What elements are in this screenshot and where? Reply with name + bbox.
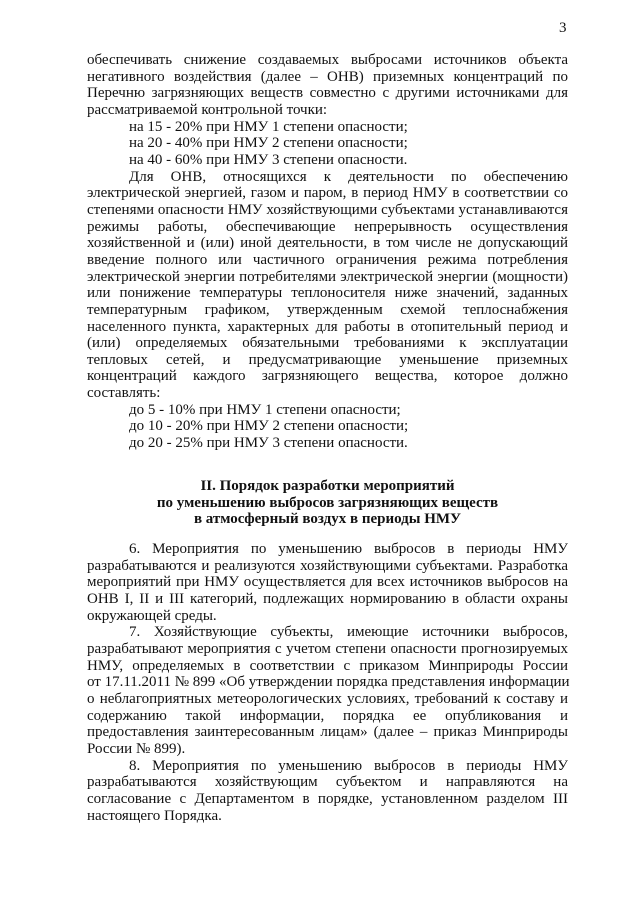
text-line: режимы работы, обеспечивающие непрерывность осуществления bbox=[87, 218, 568, 235]
text-line: на 20 - 40% при НМУ 2 степени опасности; bbox=[129, 135, 408, 152]
text-line: настоящего Порядка. bbox=[87, 807, 222, 824]
text-line: Перечню загрязняющих веществ совместно с другими источниками для bbox=[87, 85, 568, 102]
text-line: негативного воздействия (далее – ОНВ) приземных концентраций по bbox=[87, 68, 568, 85]
text-line: 8. Мероприятия по уменьшению выбросов в периоды НМУ bbox=[129, 757, 568, 774]
text-line: разрабатываются хозяйствующим субъектом и направляются на bbox=[87, 774, 568, 791]
text-line: или понижение температуры теплоносителя ниже значений, заданных bbox=[87, 285, 568, 302]
text-line: (или) определяемых обязательными требованиями к эксплуатации bbox=[87, 335, 568, 352]
text-line: до 20 - 25% при НМУ 3 степени опасности. bbox=[129, 435, 408, 452]
section-heading bbox=[87, 478, 568, 528]
text-line: предоставления заинтересованным лицам» (далее – приказ Минприроды bbox=[87, 724, 568, 741]
text-line: содержанию такой информации, порядка ее опубликования и bbox=[87, 707, 568, 724]
text-line: согласование с Департаментом в порядке, установленном разделом III bbox=[87, 790, 568, 807]
text-line: разрабатывают мероприятия с учетом степени опасности прогнозируемых bbox=[87, 640, 568, 657]
text-line: от 17.11.2011 № 899 «Об утверждении порядка представления информации bbox=[87, 674, 570, 691]
body-text-section-1 bbox=[87, 52, 568, 452]
text-line: составлять: bbox=[87, 385, 161, 402]
text-line: Для ОНВ, относящихся к деятельности по обеспечению bbox=[129, 168, 568, 185]
text-line: 7. Хозяйствующие субъекты, имеющие источники выбросов, bbox=[129, 624, 568, 641]
body-text-section-2 bbox=[87, 541, 568, 824]
text-line: разрабатываются и реализуются хозяйствующими субъектами. Разработка bbox=[87, 557, 568, 574]
text-line: введение полного или частичного ограничения режима потребления bbox=[87, 251, 568, 268]
text-line: хозяйственной и (или) иной деятельности, в том числе не допускающий bbox=[87, 235, 568, 252]
text-line: 6. Мероприятия по уменьшению выбросов в периоды НМУ bbox=[129, 541, 568, 557]
heading-line: по уменьшению выбросов загрязняющих веществ bbox=[156, 494, 499, 511]
text-line: до 10 - 20% при НМУ 2 степени опасности; bbox=[129, 418, 409, 435]
text-line: тепловых сетей, и предусматривающие уменьшение приземных bbox=[87, 351, 568, 368]
text-line: степенями опасности НМУ хозяйствующими субъектами устанавливаются bbox=[87, 201, 568, 218]
text-line: на 40 - 60% при НМУ 3 степени опасности. bbox=[129, 151, 408, 168]
heading-line: в атмосферный воздух в периоды НМУ bbox=[193, 511, 462, 528]
text-line: температурным графиком, утвержденным схемой теплоснабжения bbox=[87, 301, 568, 318]
text-line: до 5 - 10% при НМУ 1 степени опасности; bbox=[129, 401, 401, 418]
text-line: электрической энергией, газом и паром, в период НМУ в соответствии со bbox=[87, 185, 568, 202]
text-line: окружающей среды. bbox=[87, 607, 217, 624]
text-line: населенного пункта, характерных для работы в отопительный период и bbox=[87, 318, 568, 335]
text-line: обеспечивать снижение создаваемых выбросами источников объекта bbox=[87, 52, 568, 68]
text-line: ОНВ I, II и III категорий, подлежащих нормированию в области охраны bbox=[87, 590, 568, 607]
text-line: на 15 - 20% при НМУ 1 степени опасности; bbox=[129, 118, 408, 135]
text-line: концентраций каждого загрязняющего вещества, которое должно bbox=[87, 368, 568, 385]
text-line: мероприятий при НМУ осуществляется для всех источников выбросов на bbox=[87, 574, 568, 591]
page-number: 3 bbox=[559, 20, 567, 36]
text-line: о неблагоприятных метеорологических условиях, требований к составу и bbox=[87, 690, 568, 707]
text-line: рассматриваемой контрольной точки: bbox=[87, 101, 328, 118]
text-line: НМУ, определяемых в соответствии с приказом Минприроды России bbox=[87, 657, 568, 674]
text-line: России № 899). bbox=[87, 740, 186, 757]
heading-line: II. Порядок разработки мероприятий bbox=[200, 478, 455, 494]
text-line: электрической энергии потребителями электрической энергии (мощности) bbox=[87, 268, 568, 285]
